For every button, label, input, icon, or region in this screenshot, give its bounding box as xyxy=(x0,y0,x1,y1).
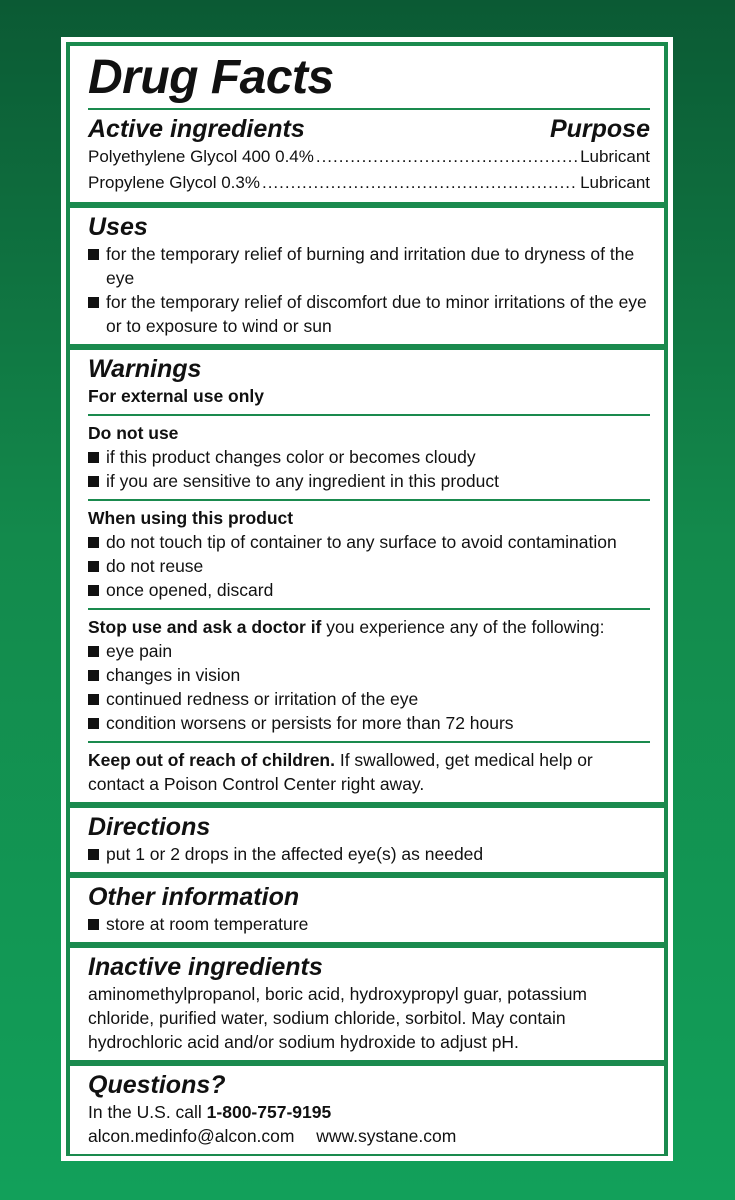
list-item-text: for the temporary relief of burning and irritation due to dryness of the eye xyxy=(106,244,635,288)
purpose-heading: Purpose xyxy=(549,115,650,143)
inactive-ingredients-section xyxy=(70,948,664,1060)
warnings-section xyxy=(70,350,664,802)
bullet-square-icon xyxy=(88,297,99,308)
keep-out-heading: Keep out of reach of children. xyxy=(88,750,335,770)
list-item xyxy=(88,687,650,711)
drug-facts-frame xyxy=(66,42,668,1156)
divider xyxy=(88,608,650,610)
list-item-text: do not touch tip of container to any surface to avoid contamination xyxy=(106,532,617,552)
active-header-row xyxy=(88,114,650,144)
active-ingredient-row xyxy=(88,170,650,196)
bullet-square-icon xyxy=(88,537,99,548)
bullet-square-icon xyxy=(88,561,99,572)
ingredient-name: Polyethylene Glycol 400 0.4% xyxy=(88,147,314,166)
bullet-square-icon xyxy=(88,249,99,260)
when-using-heading: When using this product xyxy=(88,508,294,528)
drug-facts-panel xyxy=(61,37,673,1161)
page-title: Drug Facts xyxy=(88,51,334,104)
phone-number: 1-800-757-9195 xyxy=(206,1102,332,1122)
list-item-text: for the temporary relief of discomfort due to minor irritations of the eye or to exposure to wind or sun xyxy=(106,292,647,336)
list-item-text: if this product changes color or becomes cloudy xyxy=(106,447,476,467)
list-item-text: continued redness or irritation of the eye xyxy=(106,689,419,709)
list-item-text: eye pain xyxy=(106,641,173,661)
divider xyxy=(88,108,650,110)
list-item-text: changes in vision xyxy=(106,665,241,685)
questions-section xyxy=(70,1066,664,1154)
list-item-text: once opened, discard xyxy=(106,580,274,600)
bullet-square-icon xyxy=(88,849,99,860)
email-link: alcon.medinfo@alcon.com xyxy=(88,1126,295,1146)
list-item xyxy=(88,469,650,493)
list-item xyxy=(88,530,650,554)
list-item xyxy=(88,554,650,578)
list-item-text: store at room temperature xyxy=(106,914,309,934)
bullet-square-icon xyxy=(88,919,99,930)
bullet-square-icon xyxy=(88,694,99,705)
list-item xyxy=(88,912,650,936)
warnings-heading: Warnings xyxy=(88,355,202,383)
list-item-text: if you are sensitive to any ingredient in this product xyxy=(106,471,499,491)
list-item xyxy=(88,711,650,735)
other-information-heading: Other information xyxy=(88,883,300,911)
uses-heading: Uses xyxy=(88,213,148,241)
ingredient-name: Propylene Glycol 0.3% xyxy=(88,173,260,192)
keep-out-paragraph xyxy=(88,748,650,796)
list-item xyxy=(88,578,650,602)
uses-section xyxy=(70,208,664,344)
divider xyxy=(88,499,650,501)
list-item xyxy=(88,663,650,687)
list-item xyxy=(88,842,650,866)
stop-use-heading: Stop use and ask a doctor if xyxy=(88,617,322,637)
bullet-square-icon xyxy=(88,646,99,657)
list-item xyxy=(88,242,650,290)
leader-dots xyxy=(262,170,578,196)
ingredient-purpose: Lubricant xyxy=(580,147,650,166)
active-ingredients-section xyxy=(70,46,664,202)
bullet-square-icon xyxy=(88,718,99,729)
do-not-use-heading: Do not use xyxy=(88,423,179,443)
stop-use-line xyxy=(88,615,650,639)
questions-heading: Questions? xyxy=(88,1071,226,1099)
active-heading: Active ingredients xyxy=(88,115,305,143)
list-item-text: put 1 or 2 drops in the affected eye(s) as needed xyxy=(106,844,484,864)
divider xyxy=(88,741,650,743)
phone-line xyxy=(88,1100,650,1124)
active-ingredient-row xyxy=(88,144,650,170)
list-item-text: condition worsens or persists for more than 72 hours xyxy=(106,713,514,733)
list-item xyxy=(88,290,650,338)
list-item xyxy=(88,445,650,469)
stop-use-text: you experience any of the following: xyxy=(321,617,605,637)
bullet-square-icon xyxy=(88,585,99,596)
contact-line xyxy=(88,1124,650,1148)
website-link: www.systane.com xyxy=(316,1126,457,1146)
other-information-section xyxy=(70,878,664,942)
ingredient-purpose: Lubricant xyxy=(580,173,650,192)
divider xyxy=(88,414,650,416)
bullet-square-icon xyxy=(88,670,99,681)
directions-section xyxy=(70,808,664,872)
bullet-square-icon xyxy=(88,452,99,463)
external-use-label: For external use only xyxy=(88,386,265,406)
list-item-text: do not reuse xyxy=(106,556,204,576)
bullet-square-icon xyxy=(88,476,99,487)
directions-heading: Directions xyxy=(88,813,211,841)
call-prefix: In the U.S. call xyxy=(88,1102,207,1122)
leader-dots xyxy=(316,144,578,170)
keep-out-text: If swallowed, get medical help or contact a Poison Control Center right away. xyxy=(88,750,593,794)
inactive-ingredients-text: aminomethylpropanol, boric acid, hydroxypropyl guar, potassium chloride, purified water, sodium chloride, sorbitol. May contain hydrochloric acid and/or sodium hydroxide to adjust pH. xyxy=(88,984,588,1052)
list-item xyxy=(88,639,650,663)
inactive-ingredients-heading: Inactive ingredients xyxy=(88,953,323,981)
